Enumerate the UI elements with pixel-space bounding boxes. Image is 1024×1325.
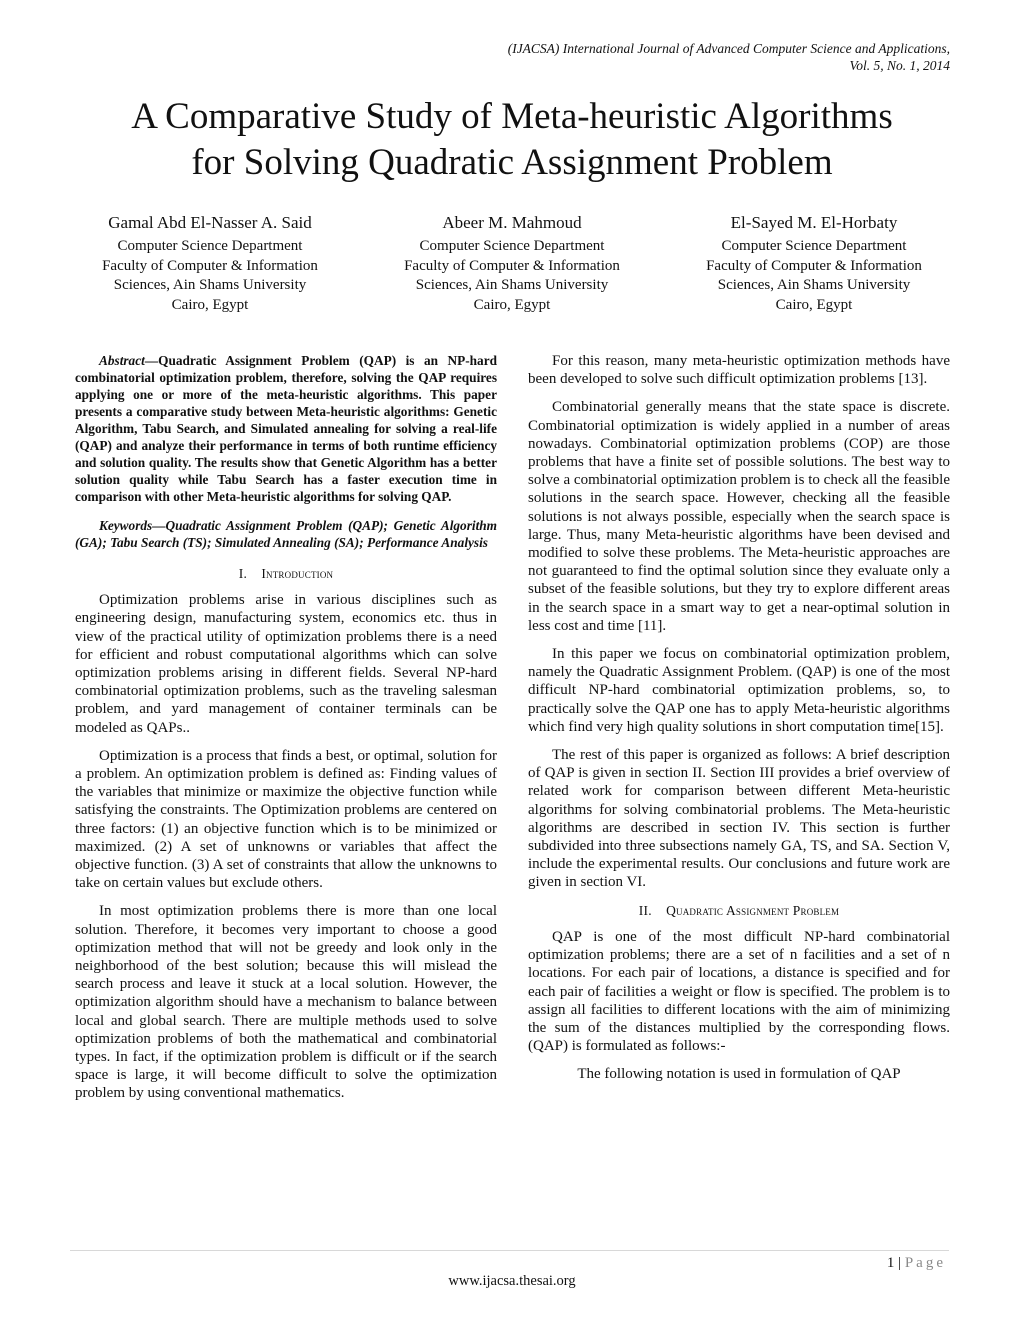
abstract-dash: — [144,353,159,368]
paragraph: In most optimization problems there is more than one local solution. Therefore, it becomes very important to choose a good optimization method that will not be greedy and look only in the neighborhood of the best solution; because this will mislead the search process and leave it stuck at a local solution. However, the optimization algorithm should have a mechanism to balance between local and global search. There are multiple methods used to solve optimization problems of both the mathematical and combinatorial types. In fact, if the optimization problem is difficult or if the search space is large, it will become difficult to solve the optimization problem by using conventional mathematics. [75,903,497,1102]
section-title: Introduction [261,566,334,581]
page-number-value: 1 [886,1255,895,1271]
author-name: Gamal Abd El-Nasser A. Said [108,213,312,232]
author-name: Abeer M. Mahmoud [442,213,582,232]
paper-title [60,94,964,186]
author-university: Sciences, Ain Shams University [415,277,609,293]
author-dept: Computer Science Department [419,238,605,254]
keywords-text: Quadratic Assignment Problem (QAP); Genetic Algorithm (GA); Tabu Search (TS); Simulated Annealing (SA); Performance Analysis [75,518,497,550]
author-2 [362,212,662,315]
paragraph: In this paper we focus on combinatorial optimization problem, namely the Quadratic Assignment Problem. (QAP) is one of the most difficult NP-hard combinatorial optimization problems, so, to practically solve the QAP one has to apply Meta-heuristic algorithms which find very high quality solutions in short computation time[15]. [528,646,950,735]
author-city: Cairo, Egypt [775,296,853,313]
keywords-dash: — [152,518,166,533]
author-faculty: Faculty of Computer & Information [102,257,318,274]
keywords [75,517,497,551]
author-city: Cairo, Egypt [473,296,551,313]
paragraph: Combinatorial generally means that the state space is discrete. Combinatorial optimization is widely applied in a number of areas nowadays. Combinatorial optimization problems (COP) are those problems that have a finite set of possible solutions. The best way to solve a combinatorial optimization problem is to check all the feasible solutions in the search space. However, checking all the feasible solutions is not always possible, especially when the search space is large. Thus, many Meta-heuristic algorithms have been devised and modified to solve these problems. The Meta-heuristic approaches are not guaranteed to find the optimal solution since they evaluate only a subset of the feasible solutions, but they try to explore different areas in the search space in a smart way to get a near-optimal solution in less cost and time [11]. [528,399,950,634]
author-3 [664,212,964,315]
page-label: Page [904,1255,946,1271]
author-block [60,212,964,315]
author-faculty: Faculty of Computer & Information [706,257,922,274]
journal-header [508,40,950,74]
abstract [75,352,497,505]
paragraph: Optimization is a process that finds a best, or optimal, solution for a problem. An optimization problem is defined as: Finding values of the variables that minimize or maximize the objective function while satisfying the constraints. The Optimization problems are centered on three factors: (1) an objective function which is to be minimized or maximized. (2) A set of unknowns or variables that affect the objective function. (3) A set of constraints that allow the unknowns to take on certain values but exclude others. [75,747,497,892]
page-separator: | [898,1255,902,1271]
author-university: Sciences, Ain Shams University [113,277,307,293]
author-dept: Computer Science Department [721,238,907,254]
keywords-label: Keywords [99,518,153,533]
page-number [887,1255,946,1272]
notation-line: The following notation is used in formulation of QAP [577,1066,901,1083]
author-1 [60,212,360,315]
section-number: II. [638,902,652,918]
right-column [528,352,950,1094]
left-column [75,352,497,1113]
journal-name: (IJACSA) International Journal of Advanced Computer Science and Applications, [507,41,950,56]
paragraph: The rest of this paper is organized as follows: A brief description of QAP is given in section II. Section III provides a brief overview of related work for comparison between different Meta-heuristic algorithms for solving combinatorial problems. The Meta-heuristic algorithms are described in section IV. This section is further subdivided into three subsections namely GA, TS, and SA. Section V, include the experimental results. Our conclusions and future work are given in section VI. [528,747,950,891]
author-city: Cairo, Egypt [171,296,249,313]
journal-volume: Vol. 5, No. 1, 2014 [849,58,950,73]
author-faculty: Faculty of Computer & Information [404,257,620,274]
section-heading-introduction [75,565,497,583]
paragraph: For this reason, many meta-heuristic optimization methods have been developed to solve such difficult optimization problems [13]. [528,353,950,388]
author-dept: Computer Science Department [117,238,303,254]
author-university: Sciences, Ain Shams University [717,277,911,293]
footer-website: www.ijacsa.thesai.org [448,1273,576,1289]
section-number: I. [238,566,248,581]
section-heading-qap [528,902,950,920]
author-name: El-Sayed M. El-Horbaty [730,213,898,232]
section-title: Quadratic Assignment Problem [666,902,840,918]
title-line-2: for Solving Quadratic Assignment Problem [191,142,833,183]
title-line-1: A Comparative Study of Meta-heuristic Algorithms [131,96,893,137]
abstract-label: Abstract [99,353,145,368]
paragraph: Optimization problems arise in various disciplines such as engineering design, manufacturing system, economics etc. thus in view of the practical utility of optimization problems there is a need for efficient and robust computational algorithms which can solve optimization problems arising in different fields. Several NP-hard combinatorial optimization problems, such as the traveling salesman problem, and yard management of container terminals can be modeled as QAPs.. [75,592,497,736]
footer-divider [70,1250,949,1251]
abstract-text: Quadratic Assignment Problem (QAP) is an NP-hard combinatorial optimization problem, therefore, solving the QAP requires applying one or more of the meta-heuristic algorithms. This paper presents a comparative study between Meta-heuristic algorithms: Genetic Algorithm, Tabu Search, and Simulated annealing for solving a real-life (QAP) and analyze their performance in terms of both runtime efficiency and solution quality. The results show that Genetic Algorithm has a better solution quality while Tabu Search has a faster execution time in comparison with other Meta-heuristic algorithms for solving QAP. [75,353,497,504]
paragraph: QAP is one of the most difficult NP-hard combinatorial optimization problems; there are a set of n facilities and a set of n locations. For each pair of locations, a distance is specified and for each pair of facilities a weight or flow is specified. The problem is to assign all facilities to different locations with the aim of minimizing the sum of the distances multiplied by the corresponding flows. (QAP) is formulated as follows:- [528,928,950,1055]
